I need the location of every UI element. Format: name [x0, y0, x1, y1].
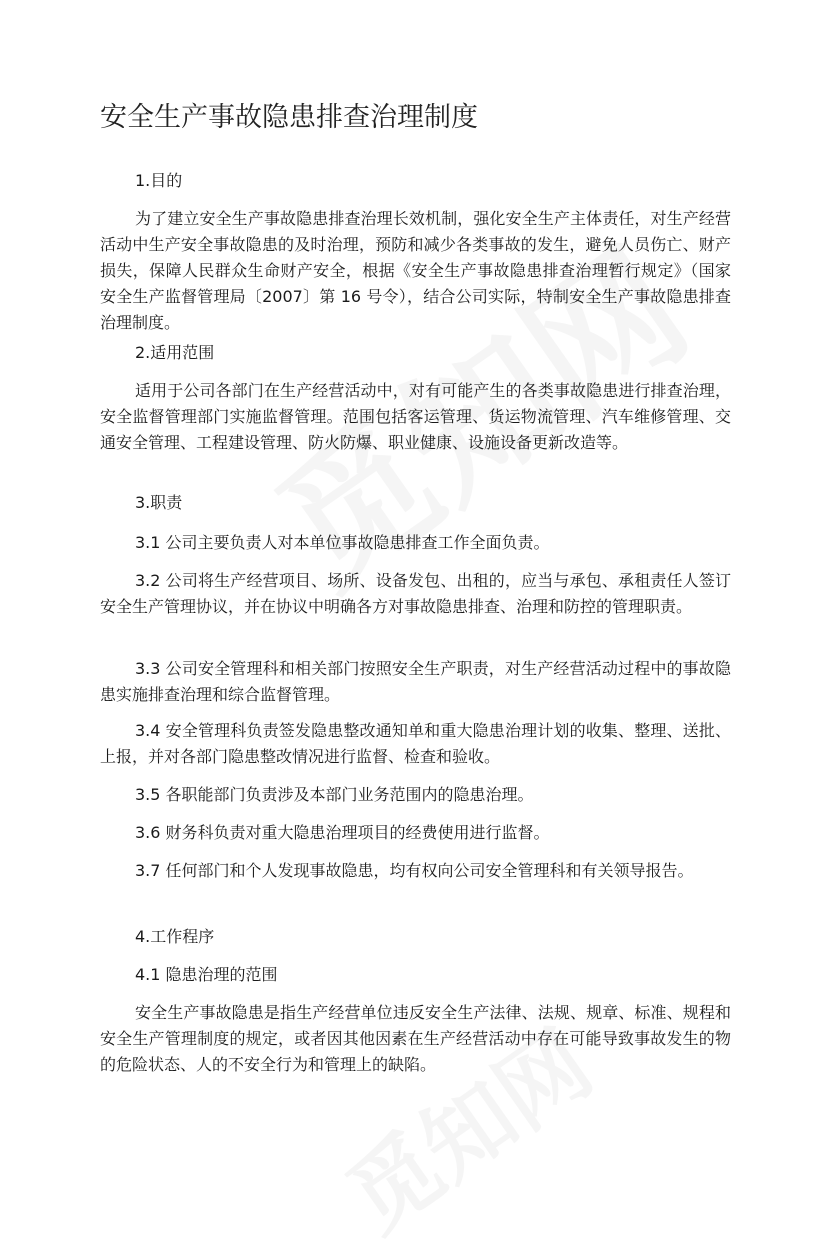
scope-paragraph: 适用于公司各部门在生产经营活动中，对有可能产生的各类事故隐患进行排查治理，安全监督管理部门实施监督管理。范围包括客运管理、货运物流管理、汽车维修管理、交通安全管理、工程建设管理、防火防爆、职业健康、设施设备更新改造等。	[100, 381, 731, 452]
duty-item: 3.5 各职能部门负责涉及本部门业务范围内的隐患治理。	[135, 785, 534, 804]
section-heading-purpose: 1.目的	[135, 171, 183, 190]
page-title: 安全生产事故隐患排查治理制度	[100, 102, 478, 133]
procedure-paragraph: 安全生产事故隐患是指生产经营单位违反安全生产法律、法规、规章、标准、规程和安全生产管理制度的规定，或者因其他因素在生产经营活动中存在可能导致事故发生的物的危险状态、人的不安全行为和管理上的缺陷。	[100, 1003, 731, 1074]
section-heading-duties: 3.职责	[135, 493, 183, 512]
duty-item: 3.3 公司安全管理科和相关部门按照安全生产职责，对生产经营活动过程中的事故隐患实施排查治理和综合监督管理。	[100, 659, 731, 704]
section-heading-procedure: 4.工作程序	[135, 927, 215, 946]
duty-item: 3.6 财务科负责对重大隐患治理项目的经费使用进行监督。	[135, 823, 550, 842]
section-heading-scope: 2.适用范围	[135, 343, 215, 362]
purpose-paragraph: 为了建立安全生产事故隐患排查治理长效机制，强化安全生产主体责任，对生产经营活动中生产安全事故隐患的及时治理，预防和减少各类事故的发生，避免人员伤亡、财产损失，保障人民群众生命财产安全，根据《安全生产事故隐患排查治理暂行规定》（国家安全生产监督管理局〔2007〕第 16 号令），结合公司实际，特制安全生产事故隐患排查治理制度。	[100, 209, 731, 332]
duty-item: 3.7 任何部门和个人发现事故隐患，均有权向公司安全管理科和有关领导报告。	[135, 861, 694, 880]
duty-item: 3.4 安全管理科负责签发隐患整改通知单和重大隐患治理计划的收集、整理、送批、上报，并对各部门隐患整改情况进行监督、检查和验收。	[100, 721, 731, 766]
sub-heading-hazard-scope: 4.1 隐患治理的范围	[135, 965, 278, 984]
duty-item: 3.2 公司将生产经营项目、场所、设备发包、出租的，应当与承包、承租责任人签订安全生产管理协议，并在协议中明确各方对事故隐患排查、治理和防控的管理职责。	[100, 571, 731, 616]
duty-item: 3.1 公司主要负责人对本单位事故隐患排查工作全面负责。	[135, 533, 550, 552]
